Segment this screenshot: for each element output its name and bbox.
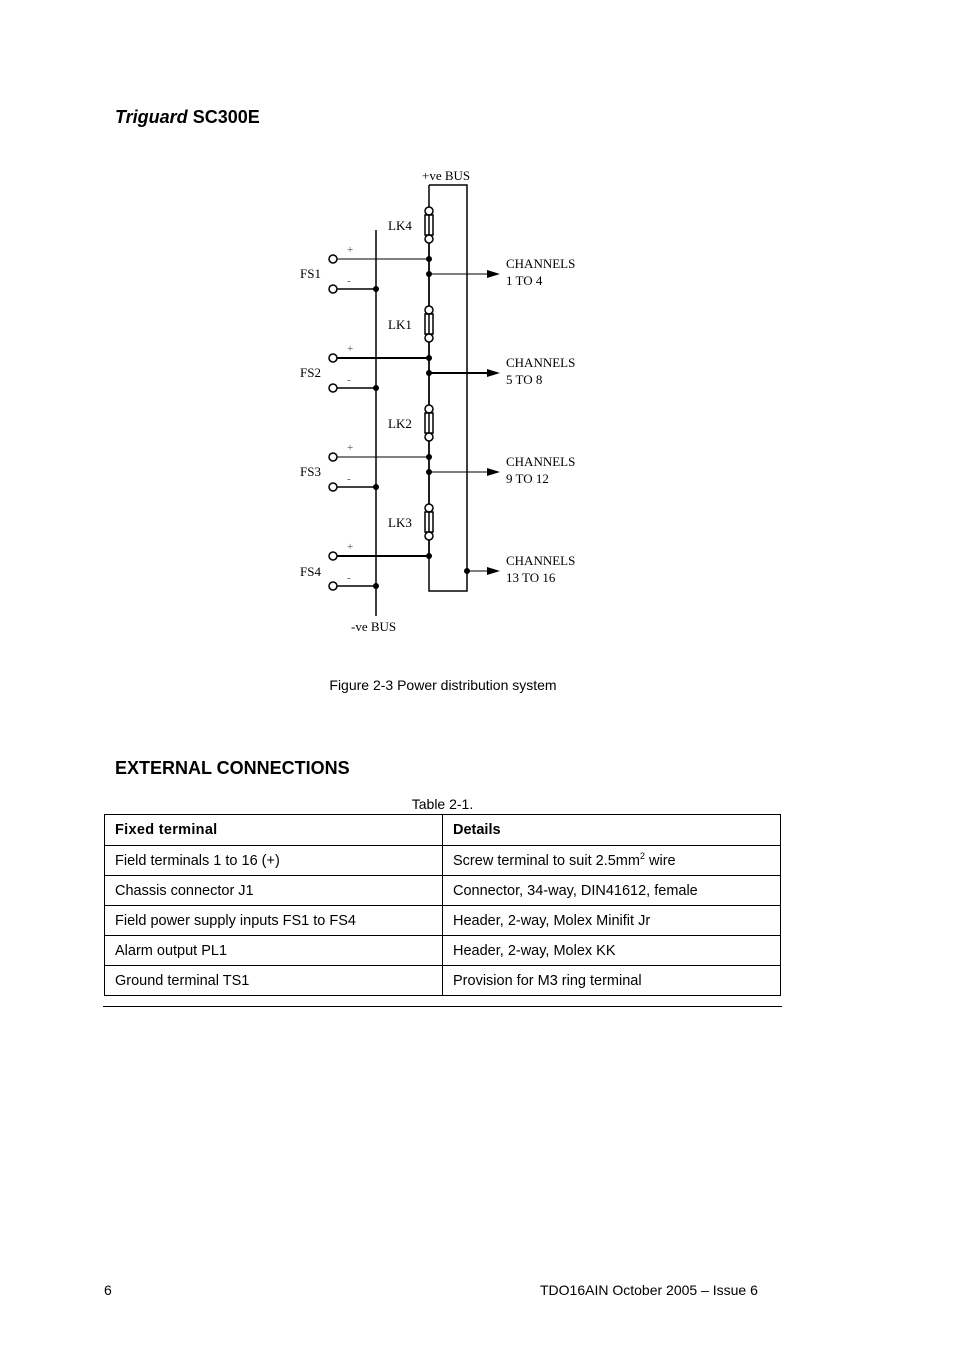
column-header-details: Details: [443, 815, 781, 846]
document-reference: TDO16AIN October 2005 – Issue 6: [540, 1282, 758, 1298]
table-row: [105, 966, 781, 996]
channels-range: 13 TO 16: [506, 570, 556, 585]
supply-group-3: [300, 374, 575, 491]
plus-sign: +: [347, 244, 354, 256]
table-caption: Table 2-1.: [411, 796, 474, 812]
supply-group-1: [300, 207, 575, 293]
minus-sign: -: [347, 374, 351, 386]
link-label-lk3: LK3: [388, 515, 412, 530]
supply-label-fs3: FS3: [300, 464, 321, 479]
column-header-terminal: Fixed terminal: [105, 815, 443, 846]
supply-label-fs4: FS4: [300, 564, 321, 579]
pos-bus-rail: [429, 185, 467, 591]
terminal-cell: Alarm output PL1: [105, 936, 443, 966]
table-row: [105, 906, 781, 936]
section-heading: EXTERNAL CONNECTIONS: [115, 758, 350, 778]
connections-table: [104, 814, 781, 996]
page-title: [115, 107, 260, 128]
details-cell: [443, 846, 781, 876]
details-text: Screw terminal to suit 2.5mm: [453, 852, 640, 869]
minus-sign: -: [347, 572, 351, 584]
details-text-suffix: wire: [644, 852, 676, 869]
channels-range: 1 TO 4: [506, 273, 543, 288]
channels-label: CHANNELS: [506, 256, 576, 271]
page-number: 6: [104, 1282, 112, 1298]
link-label-lk2: LK2: [388, 416, 412, 431]
neg-bus-label: -ve BUS: [351, 619, 397, 634]
minus-sign: -: [347, 473, 351, 485]
link-label-lk4: LK4: [388, 218, 412, 233]
channels-range: 9 TO 12: [506, 471, 549, 486]
channels-label: CHANNELS: [506, 454, 576, 469]
details-cell: Header, 2-way, Molex KK: [443, 936, 781, 966]
pos-bus-label: +ve BUS: [422, 168, 471, 183]
product-model: SC300E: [192, 107, 260, 127]
product-name: Triguard: [115, 107, 188, 127]
table-end-rule: [103, 1006, 782, 1007]
plus-sign: +: [347, 343, 354, 355]
details-cell: Header, 2-way, Molex Minifit Jr: [443, 906, 781, 936]
superscript: 2: [639, 850, 645, 861]
minus-sign: -: [347, 275, 351, 287]
terminal-cell: Ground terminal TS1: [105, 966, 443, 996]
details-cell: Connector, 34-way, DIN41612, female: [443, 876, 781, 906]
terminal-cell: Field terminals 1 to 16 (+): [105, 846, 443, 876]
supply-group-2: [300, 275, 575, 392]
table-header-row: [105, 815, 781, 846]
link-label-lk1: LK1: [388, 317, 412, 332]
figure-caption: Figure 2-3 Power distribution system: [329, 677, 557, 693]
supply-label-fs1: FS1: [300, 266, 321, 281]
power-distribution-svg: [290, 160, 610, 640]
table-row: [105, 936, 781, 966]
terminal-cell: Chassis connector J1: [105, 876, 443, 906]
plus-sign: +: [347, 541, 354, 553]
power-distribution-diagram: [290, 160, 610, 640]
channels-label: CHANNELS: [506, 355, 576, 370]
supply-group-4: [300, 473, 575, 590]
table-row: [105, 876, 781, 906]
channels-range: 5 TO 8: [506, 372, 543, 387]
supply-label-fs2: FS2: [300, 365, 321, 380]
details-cell: Provision for M3 ring terminal: [443, 966, 781, 996]
channels-label: CHANNELS: [506, 553, 576, 568]
plus-sign: +: [347, 442, 354, 454]
table-row: [105, 846, 781, 876]
terminal-cell: Field power supply inputs FS1 to FS4: [105, 906, 443, 936]
